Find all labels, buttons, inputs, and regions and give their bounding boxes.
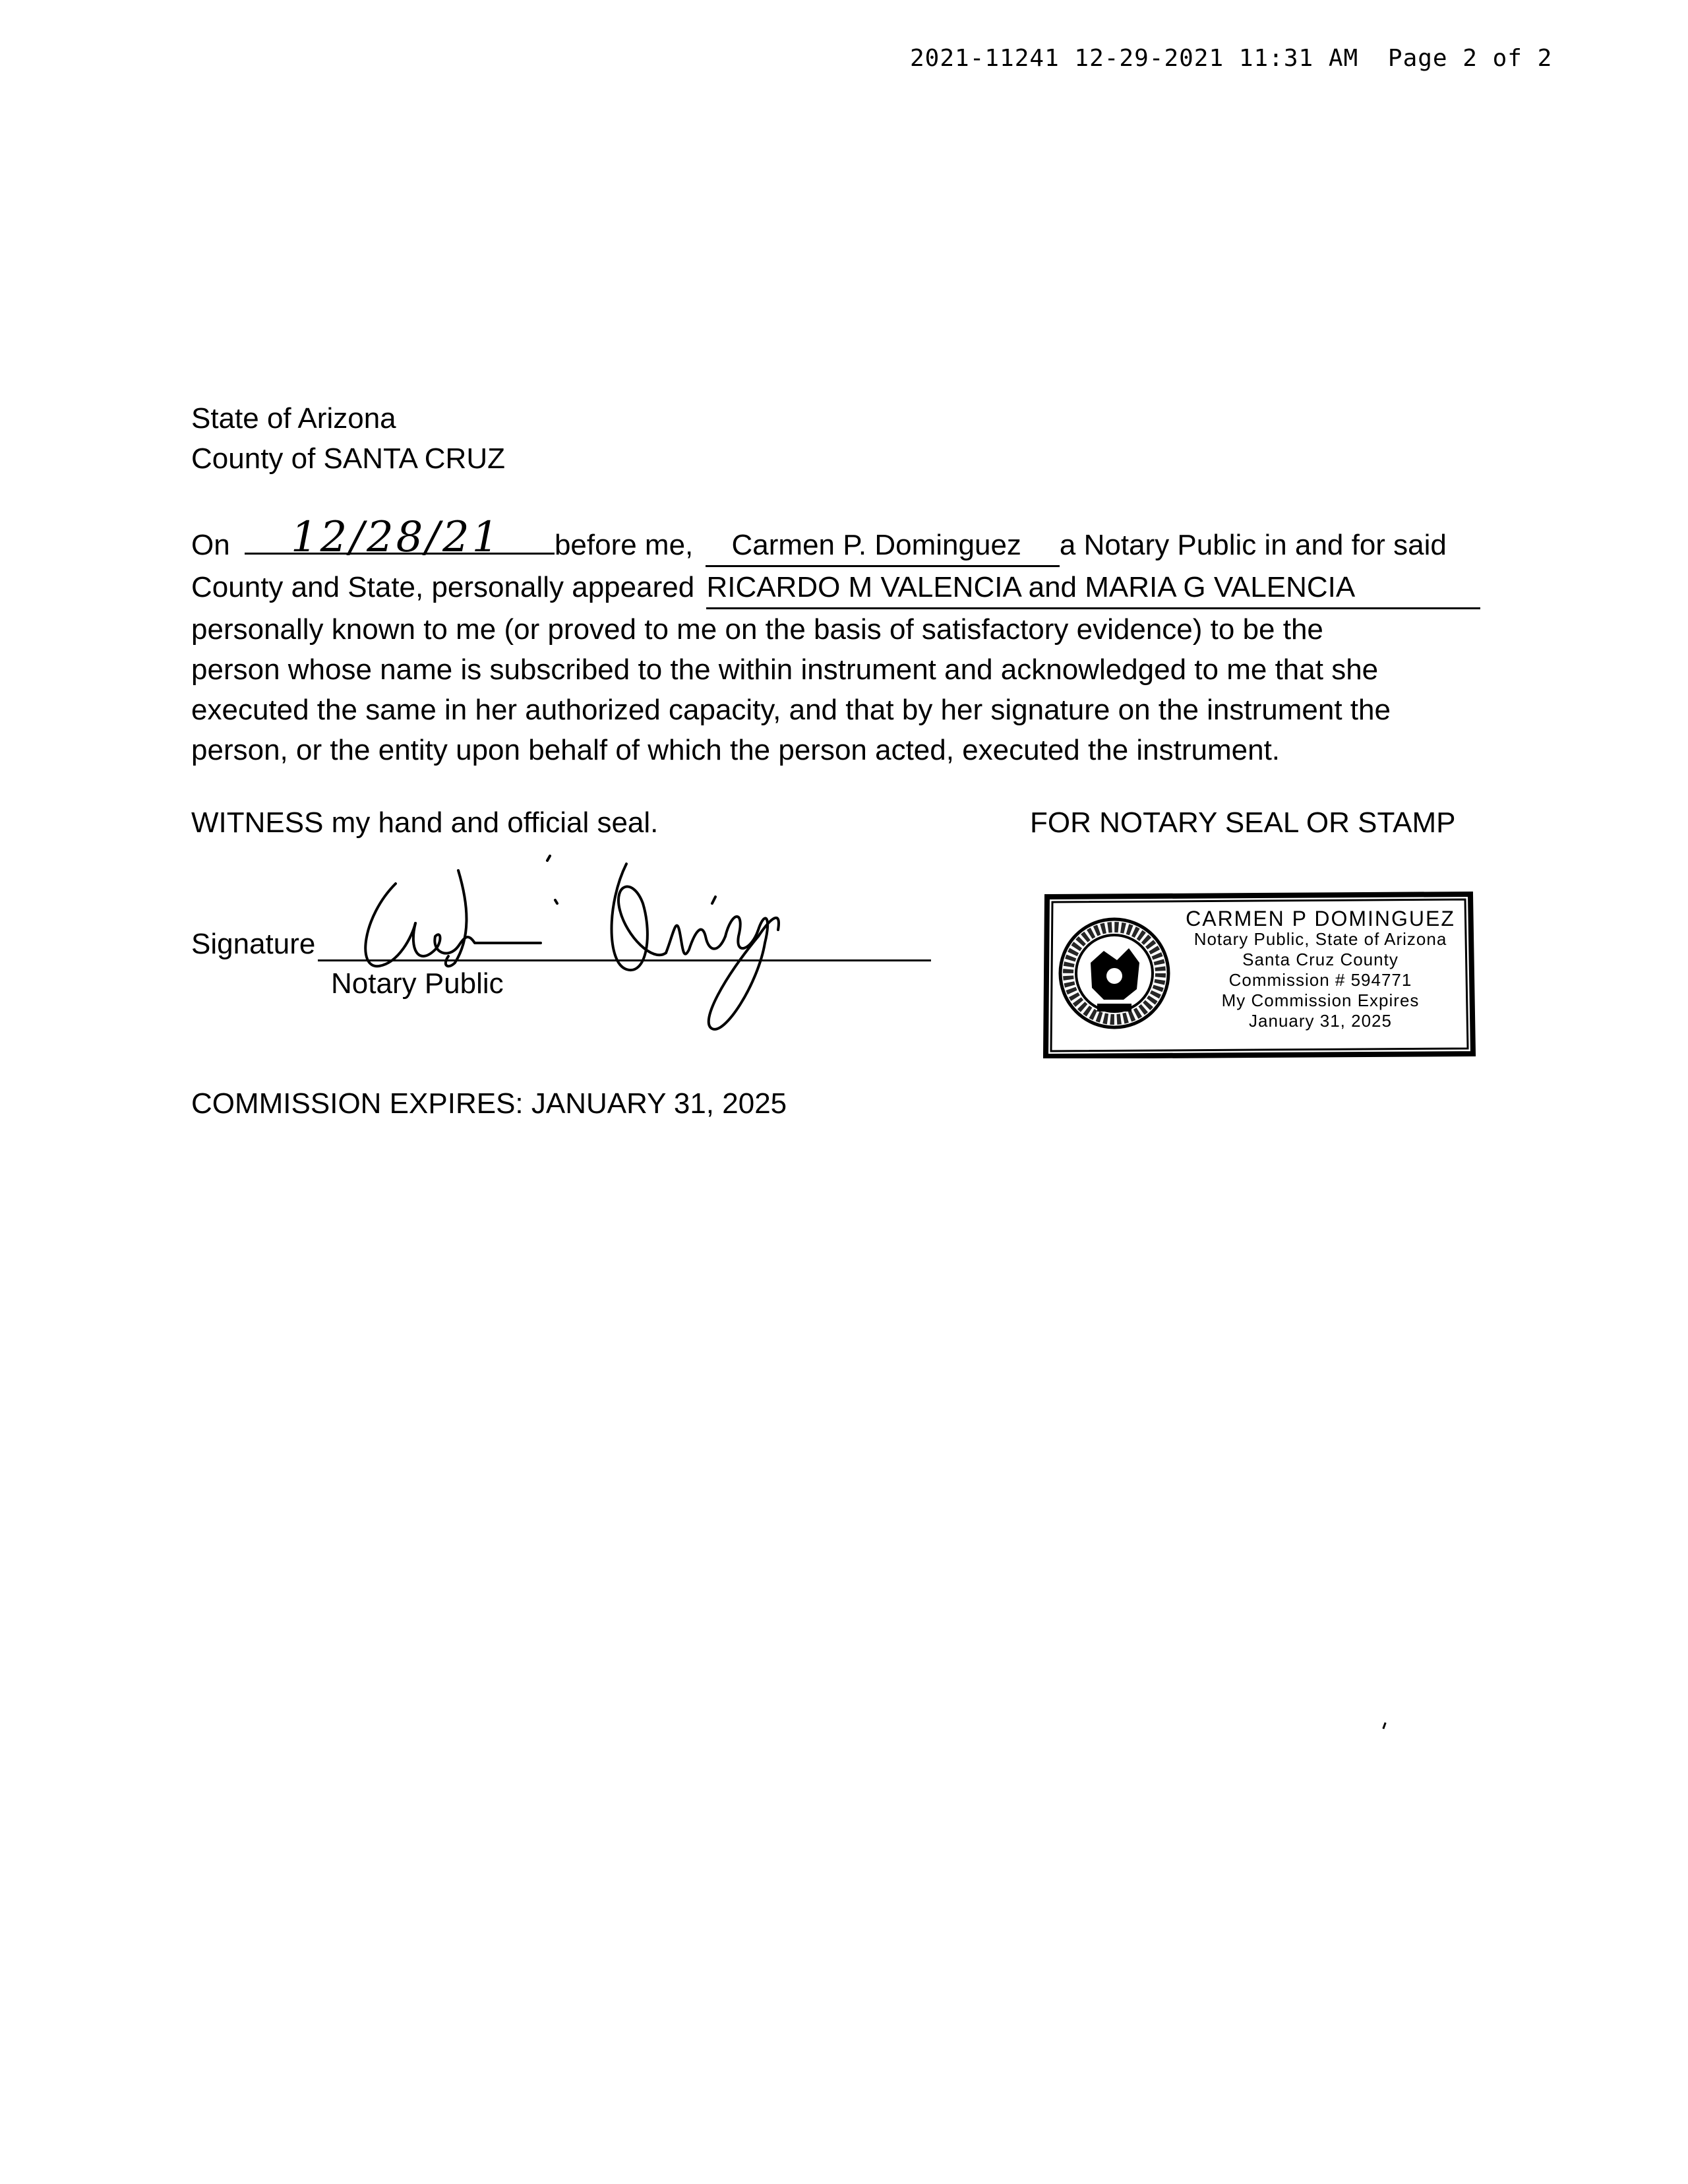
stamp-line-1: Notary Public, State of Arizona xyxy=(1193,929,1447,949)
before-me-text: before me, xyxy=(554,529,694,561)
ack-line-2 xyxy=(191,567,1484,609)
witness-text: WITNESS my hand and official seal. xyxy=(191,806,659,839)
recording-stamp: 2021-11241 12-29-2021 11:31 AM xyxy=(910,45,1359,72)
page-label: Page 2 of 2 xyxy=(1387,45,1553,72)
appeared-text: County and State, personally appeared xyxy=(191,571,695,603)
ack-line-5: executed the same in her authorized capacity, and that by her signature on the instrument the xyxy=(191,694,1391,726)
stamp-line-2: Santa Cruz County xyxy=(1242,950,1399,969)
stamp-line-5: January 31, 2025 xyxy=(1249,1011,1392,1031)
handwritten-signature xyxy=(343,837,831,1035)
appearing-parties: RICARDO M VALENCIA and MARIA G VALENCIA xyxy=(706,571,1356,603)
date-field xyxy=(245,513,555,562)
stamp-heading: FOR NOTARY SEAL OR STAMP xyxy=(1030,806,1456,839)
signature-label: Signature xyxy=(191,928,316,960)
acknowledgment-paragraph xyxy=(191,514,1484,770)
stamp-name: CARMEN P DOMINGUEZ xyxy=(1186,907,1455,930)
appearing-parties-field xyxy=(706,567,1480,609)
ack-line-4: person whose name is subscribed to the within instrument and acknowledged to me that she xyxy=(191,653,1379,686)
stamp-line-4: My Commission Expires xyxy=(1221,990,1420,1010)
notary-name-field xyxy=(706,525,1060,567)
recording-header xyxy=(910,45,1552,72)
stamp-text xyxy=(1170,909,1470,1031)
notary-role-text: a Notary Public in and for said xyxy=(1059,529,1447,561)
date-handwritten: 12/28/21 xyxy=(290,513,502,562)
stamp-line-3: Commission # 594771 xyxy=(1228,970,1412,990)
ack-line-6: person, or the entity upon behalf of which the person acted, executed the instrument. xyxy=(191,734,1281,766)
state-seal-icon xyxy=(1058,917,1171,1030)
on-label: On xyxy=(191,529,230,561)
stray-mark xyxy=(1382,1722,1386,1729)
notary-public-label: Notary Public xyxy=(331,967,504,1000)
venue-state: State of Arizona xyxy=(191,402,396,435)
ack-line-3: personally known to me (or proved to me on the basis of satisfactory evidence) to be the xyxy=(191,613,1323,646)
notary-name: Carmen P. Dominguez xyxy=(731,529,1021,561)
commission-expires-line: COMMISSION EXPIRES: JANUARY 31, 2025 xyxy=(191,1087,787,1120)
ack-line-1 xyxy=(191,514,1484,567)
venue-county: County of SANTA CRUZ xyxy=(191,442,505,475)
notary-stamp xyxy=(1042,890,1477,1058)
